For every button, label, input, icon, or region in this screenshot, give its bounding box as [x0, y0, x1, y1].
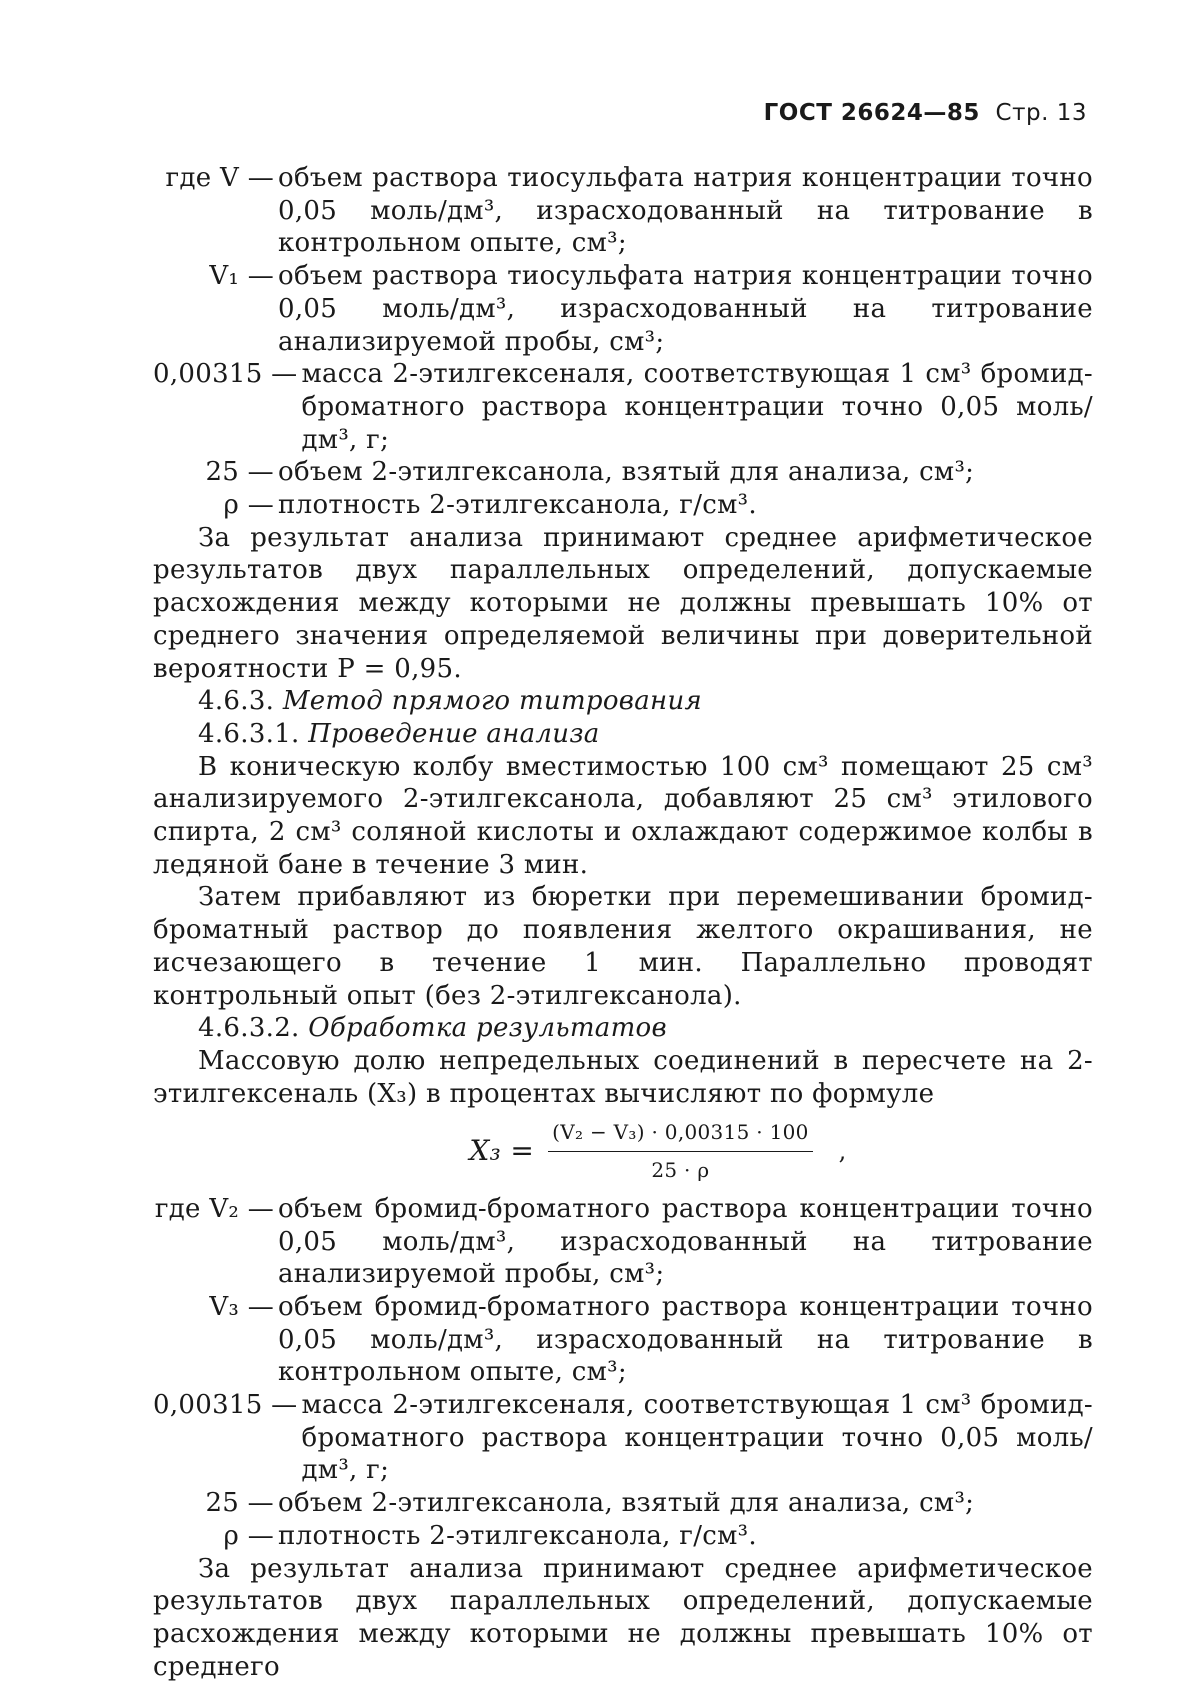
definition-item — [153, 1193, 1093, 1291]
section-heading-4-6-3-2: 4.6.3.2. Обработка результатов — [198, 1013, 667, 1044]
definition-symbol: 0,00315 — — [153, 1390, 298, 1421]
definition-symbol: ρ — — [223, 1520, 274, 1551]
formula-lhs: X₃ = — [469, 1134, 535, 1168]
definition-text: объем бромид-броматного раствора концентрации точно 0,05 моль/дм³, израсходованный на титрование в контрольном опыте, см³; — [278, 1291, 1093, 1388]
definition-item — [153, 1487, 1093, 1520]
definition-item — [153, 260, 1093, 358]
definition-symbol: где V — — [165, 163, 274, 193]
standard-number: ГОСТ 26624—85 — [763, 100, 980, 126]
definitions-list-2 — [153, 1193, 1093, 1553]
definition-item — [153, 1389, 1093, 1487]
formula-fraction — [548, 1116, 813, 1186]
result-paragraph-2: За результат анализа принимают среднее арифметическое результатов двух параллельных определений, допускаемые расхождения между которыми не должны превышать 10% от среднего — [153, 1553, 1093, 1682]
definition-text: плотность 2-этилгексанола, г/см³. — [278, 490, 757, 521]
definition-item — [153, 162, 1093, 260]
formula-x3 — [223, 1116, 1093, 1186]
definition-symbol: 25 — — [205, 457, 274, 488]
definition-text: объем бромид-броматного раствора концентрации точно 0,05 моль/дм³, израсходованный на титрование анализируемой пробы, см³; — [278, 1193, 1093, 1290]
procedure-paragraph-1: В коническую колбу вместимостью 100 см³ помещают 25 см³ анализируемого 2-этилгексанола, добавляют 25 см³ этилового спирта, 2 см³ соляной кислоты и охлаждают содержимое колбы в ледяной бане в течение 3 мин. — [153, 751, 1093, 880]
page-header — [764, 100, 1087, 126]
definition-item — [153, 489, 1093, 522]
section-heading-4-6-3-1: 4.6.3.1. Проведение анализа — [198, 718, 600, 749]
definition-text: объем раствора тиосульфата натрия концентрации точно 0,05 моль/дм³, израсходованный на титрование в контрольном опыте, см³; — [278, 163, 1093, 259]
section-heading-4-6-3: 4.6.3. Метод прямого титрования — [198, 686, 703, 717]
definitions-list-1 — [153, 162, 1093, 522]
definition-text: объем 2-этилгексанола, взятый для анализа, см³; — [278, 457, 975, 488]
definition-item — [153, 1520, 1093, 1553]
definition-symbol: где V₂ — — [154, 1193, 274, 1224]
definition-symbol: V₁ — — [209, 261, 274, 292]
page-number: Стр. 13 — [995, 100, 1087, 126]
formula-denominator: 25 · ρ — [651, 1158, 710, 1183]
definition-text: масса 2-этилгексеналя, соответствующая 1 см³ бромид-броматного раствора концентрации точно 0,05 моль/дм³, г; — [301, 359, 1093, 455]
procedure-paragraph-2: Затем прибавляют из бюретки при перемешивании бромид-броматный раствор до появления желтого окрашивания, не исчезающего в течение 1 мин. Параллельно проводят контрольный опыт (без 2-этилгексанола). — [153, 882, 1093, 1011]
definition-text: объем 2-этилгексанола, взятый для анализа, см³; — [278, 1488, 975, 1519]
formula-intro: Массовую долю непредельных соединений в пересчете на 2-этилгексеналь (X₃) в процентах вычисляют по формуле — [153, 1045, 1093, 1109]
definition-item — [153, 1291, 1093, 1389]
definition-text: плотность 2-этилгексанола, г/см³. — [278, 1520, 757, 1551]
definition-item — [153, 456, 1093, 489]
formula-trail: , — [838, 1137, 847, 1166]
definition-symbol: ρ — — [223, 490, 274, 521]
result-paragraph-1: За результат анализа принимают среднее арифметическое результатов двух параллельных определений, допускаемые расхождения между которыми не должны превышать 10% от среднего значения определяемой величины при доверительной вероятности P = 0,95. — [153, 522, 1093, 684]
definition-symbol: V₃ — — [209, 1291, 274, 1322]
definition-item — [153, 358, 1093, 456]
document-body — [153, 162, 1093, 1683]
definition-symbol: 0,00315 — — [153, 359, 298, 390]
definition-text: масса 2-этилгексеналя, соответствующая 1 см³ бромид-броматного раствора концентрации точно 0,05 моль/дм³, г; — [301, 1390, 1093, 1486]
formula-numerator: (V₂ − V₃) · 0,00315 · 100 — [548, 1116, 813, 1152]
definition-symbol: 25 — — [205, 1488, 274, 1519]
definition-text: объем раствора тиосульфата натрия концентрации точно 0,05 моль/дм³, израсходованный на титрование анализируемой пробы, см³; — [278, 261, 1093, 357]
